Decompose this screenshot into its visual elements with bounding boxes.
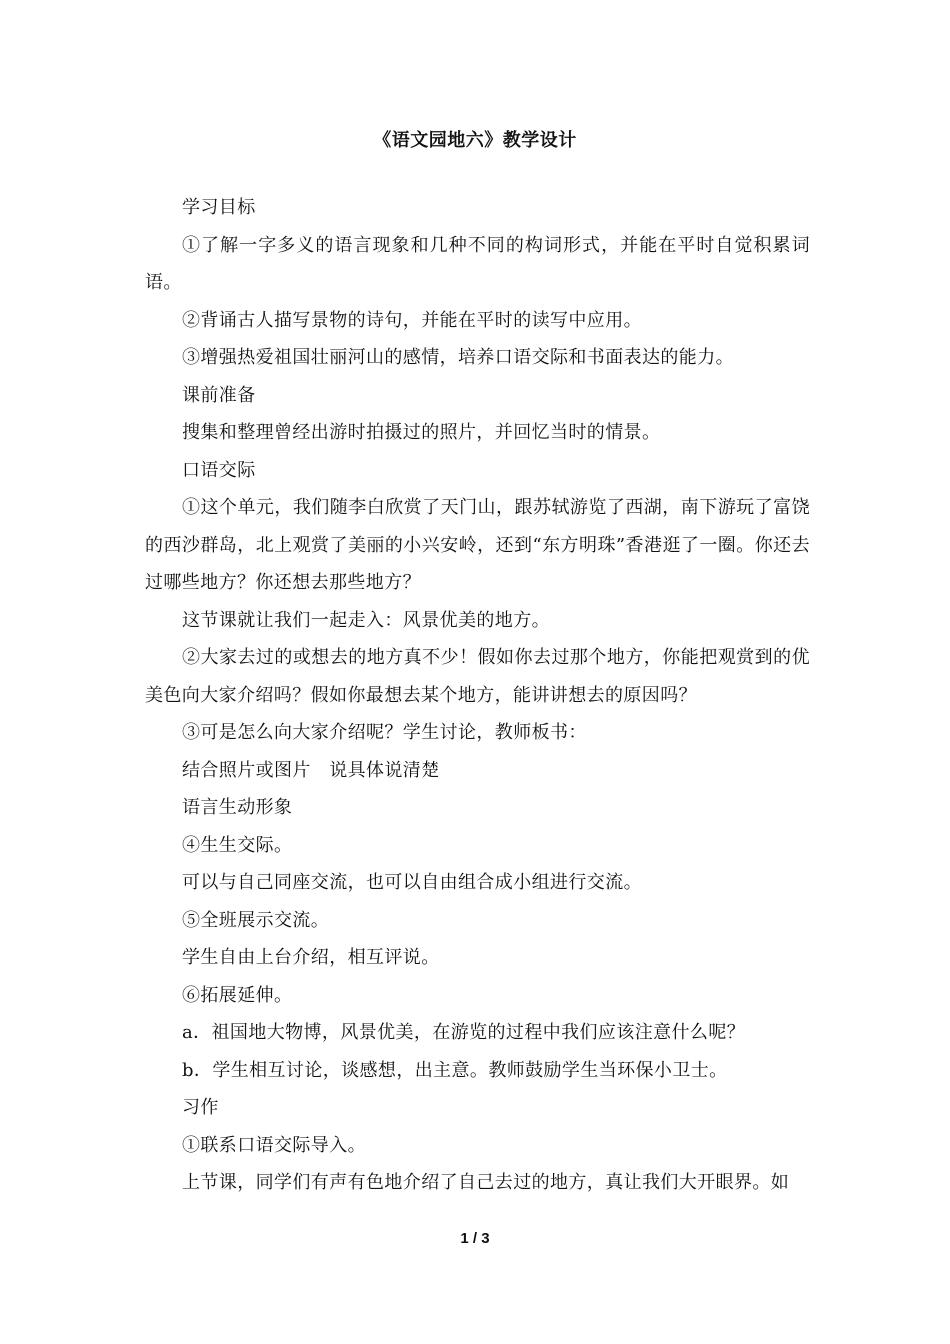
- oral-step-6-b: b．学生相互讨论，谈感想，出主意。教师鼓励学生当环保小卫士。: [182, 1059, 728, 1081]
- oral-step-6: ⑥拓展延伸。: [182, 984, 293, 1006]
- oral-step-5: ⑤全班展示交流。: [182, 909, 330, 931]
- section-heading-preparation: 课前准备: [182, 384, 256, 406]
- writing-intro: 上节课，同学们有声有色地介绍了自己去过的地方，真让我们大开眼界。如: [182, 1172, 790, 1193]
- board-note-2: 语言生动形象: [182, 797, 293, 818]
- objective-2: ②背诵古人描写景物的诗句，并能在平时的读写中应用。: [182, 309, 642, 331]
- oral-intro: 这节课就让我们一起走入：风景优美的地方。: [182, 609, 550, 631]
- objective-1: ①了解一字多义的语言现象和几种不同的构词形式，并能在平时自觉积累词语。: [145, 234, 810, 293]
- oral-step-2: ②大家去过的或想去的地方真不少！假如你去过那个地方，你能把观赏到的优美色向大家介绍吗？假如你最想去某个地方，能讲讲想去的原因吗？: [145, 647, 810, 706]
- page-number: 1 / 3: [460, 1230, 490, 1247]
- board-note-1: 结合照片或图片 说具体说清楚: [182, 759, 440, 781]
- section-heading-oral: 口语交际: [182, 459, 256, 481]
- oral-step-5-detail: 学生自由上台介绍，相互评说。: [182, 947, 440, 968]
- objective-3: ③增强热爱祖国壮丽河山的感情，培养口语交际和书面表达的能力。: [182, 347, 734, 368]
- oral-step-4: ④生生交际。: [182, 834, 293, 856]
- document-title: 《语文园地六》教学设计: [373, 130, 577, 151]
- section-heading-objectives: 学习目标: [182, 197, 256, 218]
- oral-step-6-a: a．祖国地大物博，风景优美，在游览的过程中我们应该注意什么呢？: [182, 1022, 746, 1043]
- oral-step-4-detail: 可以与自己同座交流，也可以自由组合成小组进行交流。: [182, 872, 642, 893]
- writing-step-1: ①联系口语交际导入。: [182, 1134, 366, 1156]
- document-body: [145, 189, 810, 1202]
- preparation-text: 搜集和整理曾经出游时拍摄过的照片，并回忆当时的情景。: [182, 422, 661, 443]
- oral-step-1: ①这个单元，我们随李白欣赏了天门山，跟苏轼游览了西湖，南下游玩了富饶的西沙群岛，北上观赏了美丽的小兴安岭，还到“东方明珠”香港逛了一圈。你还去过哪些地方？你还想去那些地方？: [145, 497, 810, 593]
- oral-step-3: ③可是怎么向大家介绍呢？学生讨论，教师板书：: [182, 722, 587, 743]
- section-heading-writing: 习作: [182, 1097, 219, 1118]
